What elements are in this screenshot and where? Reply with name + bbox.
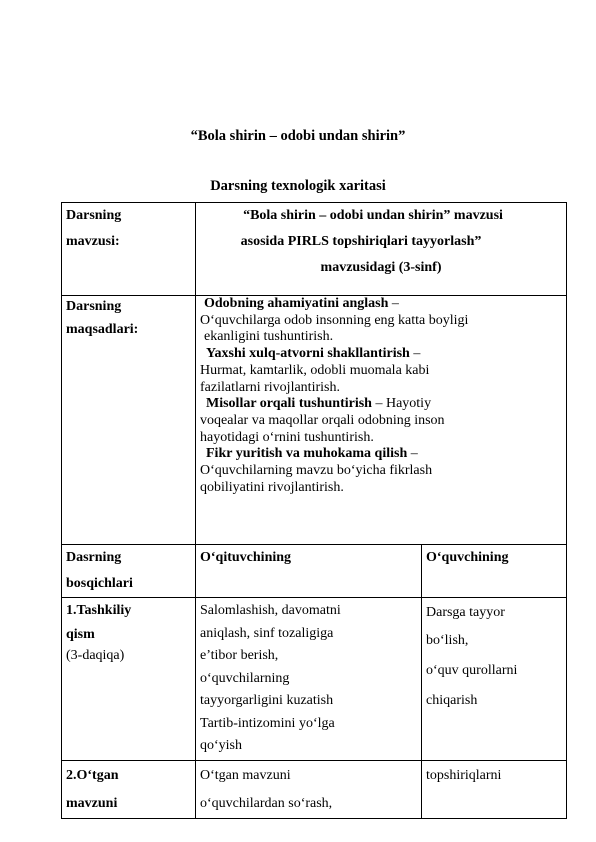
goal-dash: –: [410, 446, 418, 462]
document-title: “Bola shirin – odobi undan shirin”: [190, 128, 406, 144]
goal-line: voqealar va maqollar orqali odobning inson: [200, 412, 445, 428]
teacher-activity-line: e’tibor berish,: [200, 648, 279, 663]
teacher-activity-line: qo‘yish: [200, 738, 242, 753]
teacher-activity-line: o‘quvchilardan so‘rash,: [200, 796, 333, 811]
stage-name-line: qism: [66, 627, 95, 642]
teacher-activity-line: o‘quvchilarning: [200, 670, 290, 686]
goals-label-cell: [62, 296, 196, 545]
goal-item: [200, 346, 562, 396]
teacher-activity-line: aniqlash, sinf tozaligiga: [200, 625, 334, 641]
teacher-activity-line: O‘tgan mavzuni: [200, 768, 291, 783]
goal-dash: –: [391, 296, 399, 311]
topic-value-line: mavzusidagi (3-sinf): [320, 260, 442, 275]
stages-header-row: [62, 545, 567, 598]
stage-name-line: mavzuni: [66, 796, 118, 811]
goal-title: Fikr yuritish va muhokama qilish: [206, 446, 408, 462]
stage-cell: [62, 761, 196, 819]
goals-row: [62, 296, 567, 545]
goal-title: Yaxshi xulq-atvorni shakllantirish: [206, 346, 410, 362]
teacher-activity-line: tayyorgarligini kuzatish: [200, 693, 334, 708]
teacher-activity-line: Tartib-intizomini yo‘lga: [200, 715, 335, 731]
goal-line: ekanligini tushuntirish.: [204, 329, 334, 345]
goal-line: hayotidagi o‘rnini tushuntirish.: [200, 429, 374, 445]
student-header: O‘quvchining: [422, 545, 567, 598]
topic-label-line: mavzusi:: [66, 234, 120, 249]
goal-title: Odobning ahamiyatini anglash: [204, 296, 389, 311]
stage-cell: [62, 598, 196, 761]
goal-line: O‘quvchilarga odob insonning eng katta boyligi: [200, 312, 469, 328]
teacher-activity-cell: [196, 598, 422, 761]
topic-label-line: Darsning: [66, 208, 122, 223]
goal-title-rest: Hayotiy: [385, 396, 432, 412]
goal-line: qobiliyatini rivojlantirish.: [200, 479, 344, 495]
topic-value-line: asosida PIRLS topshiriqlari tayyorlash”: [240, 234, 482, 249]
lesson-map-table: [61, 202, 567, 819]
teacher-activity-line: Salomlashish, davomatni: [200, 603, 341, 618]
goal-dash: –: [375, 396, 383, 412]
topic-value-line: “Bola shirin – odobi undan shirin” mavzusi: [243, 208, 503, 223]
topic-value-cell: [196, 203, 567, 296]
goal-dash: –: [413, 346, 421, 362]
goal-line: fazilatlarni rivojlantirish.: [200, 379, 340, 395]
goals-label-line: maqsadlari:: [66, 321, 139, 337]
stages-label-line: Dasrning: [66, 550, 122, 565]
stages-label-line: bosqichlari: [66, 576, 133, 591]
stages-label-cell: [62, 545, 196, 598]
goal-item: [200, 396, 562, 446]
goals-label-line: Darsning: [66, 299, 122, 314]
goal-line: O‘quvchilarning mavzu bo‘yicha fikrlash: [200, 463, 433, 479]
student-activity-line: o‘quv qurollarni: [426, 663, 518, 678]
student-activity-line: bo‘lish,: [426, 633, 469, 648]
stage-name-line: 2.O‘tgan: [66, 768, 119, 783]
student-activity-line: Darsga tayyor: [426, 605, 505, 620]
stage-duration: (3-daqiqa): [66, 648, 125, 663]
goals-cell: [196, 296, 567, 545]
teacher-header: O‘qituvchining: [196, 545, 422, 598]
student-activity-line: topshiriqlarni: [426, 768, 502, 783]
topic-row: [62, 203, 567, 296]
stage-row: [62, 761, 567, 819]
document-subtitle: Darsning texnologik xaritasi: [210, 178, 386, 194]
student-activity-cell: [422, 761, 567, 819]
stage-name-line: 1.Tashkiliy: [66, 603, 132, 618]
student-activity-cell: [422, 598, 567, 761]
student-activity-line: chiqarish: [426, 693, 478, 708]
teacher-activity-cell: [196, 761, 422, 819]
goal-line: Hurmat, kamtarlik, odobli muomala kabi: [200, 362, 430, 378]
stage-row: [62, 598, 567, 761]
topic-label-cell: [62, 203, 196, 296]
goal-title: Misollar orqali tushuntirish: [206, 396, 372, 412]
goal-item: [200, 296, 562, 346]
goal-item: [200, 446, 562, 496]
